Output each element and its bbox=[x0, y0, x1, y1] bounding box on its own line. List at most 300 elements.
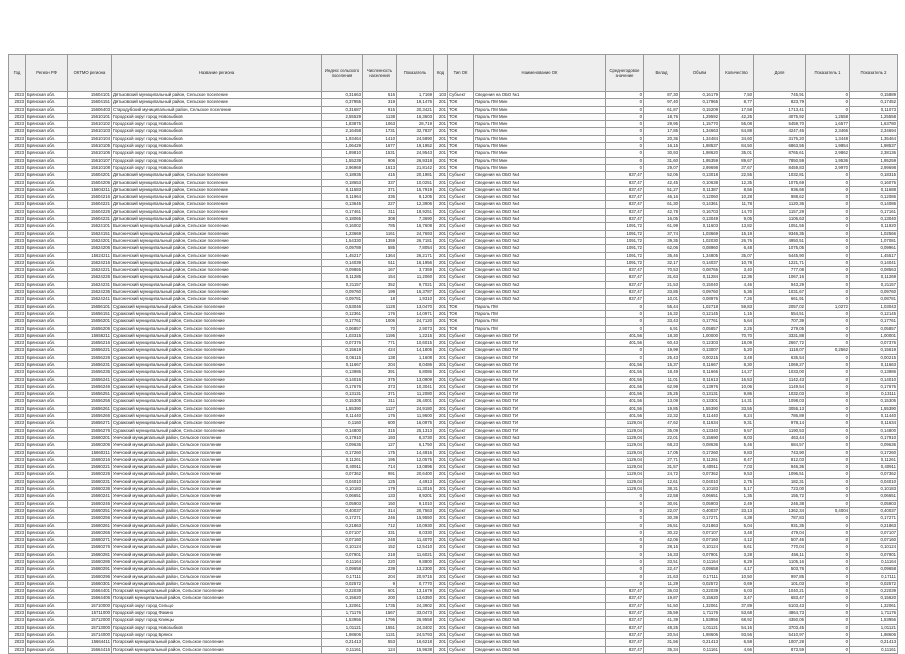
table-cell[interactable]: Субъект bbox=[448, 237, 474, 244]
table-cell[interactable]: 0 bbox=[806, 442, 850, 449]
table-cell[interactable]: 7,3690 bbox=[397, 216, 434, 223]
table-cell[interactable]: Субъект bbox=[448, 427, 474, 434]
table-cell[interactable]: 70,53 bbox=[644, 267, 680, 274]
table-cell[interactable]: 10,78 bbox=[720, 259, 754, 266]
table-cell[interactable]: Субъект bbox=[448, 551, 474, 558]
table-cell[interactable]: 1,71176 bbox=[322, 610, 363, 617]
table-cell[interactable]: Суражский муниципальный район, Сельское поселение bbox=[112, 369, 322, 376]
table-cell[interactable]: 0,17111 bbox=[680, 573, 720, 580]
table-cell[interactable]: 2023 bbox=[9, 398, 26, 405]
table-cell[interactable]: 15624226 bbox=[68, 274, 112, 281]
table-cell[interactable]: 201 bbox=[434, 216, 448, 223]
table-cell[interactable]: 15656221 bbox=[68, 347, 112, 354]
table-cell[interactable]: 0,18315 bbox=[850, 172, 898, 179]
table-cell[interactable]: 2023 bbox=[9, 259, 26, 266]
table-cell[interactable]: 0 bbox=[806, 610, 850, 617]
table-cell[interactable]: 15660281 bbox=[68, 551, 112, 558]
table-cell[interactable]: 6,61 bbox=[720, 544, 754, 551]
table-cell[interactable]: 15664406 bbox=[68, 595, 112, 602]
table-cell[interactable]: 70 bbox=[363, 325, 397, 332]
table-cell[interactable]: 0 bbox=[806, 289, 850, 296]
table-cell[interactable]: 3055,13 bbox=[754, 405, 806, 412]
table-cell[interactable]: 55,44 bbox=[644, 303, 680, 310]
table-cell[interactable]: 8,30 bbox=[720, 361, 754, 368]
table-cell[interactable]: 1063 bbox=[363, 121, 397, 128]
table-cell[interactable]: 0,09636 bbox=[850, 442, 898, 449]
table-cell[interactable]: Сведения на ОБО №1 bbox=[474, 92, 606, 99]
table-cell[interactable]: 227 bbox=[363, 201, 397, 208]
table-cell[interactable]: 15,37 bbox=[644, 361, 680, 368]
table-cell[interactable]: 786,89 bbox=[754, 413, 806, 420]
table-cell[interactable]: 5445,90 bbox=[754, 252, 806, 259]
table-cell[interactable]: Субъект bbox=[448, 595, 474, 602]
table-cell[interactable]: 5,04 bbox=[720, 522, 754, 529]
table-cell[interactable]: 25,1313 bbox=[397, 427, 434, 434]
table-cell[interactable]: 201 bbox=[434, 383, 448, 390]
table-cell[interactable]: 1,6577 bbox=[806, 121, 850, 128]
table-cell[interactable]: 4247,46 bbox=[754, 128, 806, 135]
table-cell[interactable]: 1118,07 bbox=[754, 347, 806, 354]
table-cell[interactable]: 26,51 bbox=[644, 522, 680, 529]
table-cell[interactable]: 0,17260 bbox=[322, 449, 363, 456]
table-cell[interactable]: 0,14010 bbox=[850, 376, 898, 383]
table-cell[interactable]: 201 bbox=[434, 478, 448, 485]
table-cell[interactable]: Субъект bbox=[448, 420, 474, 427]
table-cell[interactable]: 201 bbox=[434, 252, 448, 259]
table-cell[interactable]: 201 bbox=[434, 135, 448, 142]
table-cell[interactable]: 1,3448 bbox=[806, 135, 850, 142]
table-cell[interactable]: Субъект bbox=[448, 92, 474, 99]
table-cell[interactable]: 201 bbox=[434, 245, 448, 252]
table-cell[interactable]: 2023 bbox=[9, 303, 26, 310]
table-cell[interactable]: 0 bbox=[606, 303, 644, 310]
table-cell[interactable]: 2023 bbox=[9, 361, 26, 368]
table-cell[interactable]: 15660246 bbox=[68, 500, 112, 507]
table-cell[interactable]: 18,76 bbox=[644, 113, 680, 120]
table-cell[interactable]: 127 bbox=[363, 442, 397, 449]
table-cell[interactable]: Сведения на ОБО ТИ bbox=[474, 340, 606, 347]
table-cell[interactable]: 1129,04 bbox=[606, 420, 644, 427]
table-cell[interactable]: 1031,67 bbox=[754, 289, 806, 296]
table-cell[interactable]: 0 bbox=[806, 259, 850, 266]
table-cell[interactable]: 15660296 bbox=[68, 573, 112, 580]
table-cell[interactable]: 0 bbox=[806, 340, 850, 347]
table-cell[interactable]: Брянская обл. bbox=[26, 529, 68, 536]
table-cell[interactable]: 20,54 bbox=[644, 631, 680, 638]
table-cell[interactable]: 0,05857 bbox=[680, 325, 720, 332]
table-cell[interactable]: 15656251 bbox=[68, 391, 112, 398]
table-cell[interactable]: 2023 bbox=[9, 559, 26, 566]
table-cell[interactable]: Брянская обл. bbox=[26, 391, 68, 398]
table-cell[interactable]: 4,12 bbox=[720, 537, 754, 544]
table-cell[interactable]: 15610105 bbox=[68, 143, 112, 150]
table-cell[interactable]: 201 bbox=[434, 289, 448, 296]
table-cell[interactable]: 0 bbox=[806, 617, 850, 624]
table-cell[interactable]: 201 bbox=[434, 303, 448, 310]
table-cell[interactable]: 837,47 bbox=[606, 201, 644, 208]
table-cell[interactable]: 0 bbox=[606, 164, 644, 171]
table-cell[interactable]: 0 bbox=[806, 267, 850, 274]
table-cell[interactable]: Брянская обл. bbox=[26, 493, 68, 500]
table-cell[interactable]: 2023 bbox=[9, 143, 26, 150]
table-cell[interactable]: 39,35 bbox=[644, 237, 680, 244]
table-cell[interactable]: 18,09 bbox=[720, 340, 754, 347]
table-cell[interactable]: Субъект bbox=[448, 274, 474, 281]
table-cell[interactable]: Субъект bbox=[448, 559, 474, 566]
table-cell[interactable]: 1120,36 bbox=[754, 201, 806, 208]
table-cell[interactable]: Унечский муниципальный район, Сельское поселение bbox=[112, 486, 322, 493]
table-cell[interactable]: Сведения на ОБО №3 bbox=[474, 522, 606, 529]
table-cell[interactable]: 0 bbox=[806, 588, 850, 595]
table-cell[interactable]: 61,99 bbox=[644, 223, 680, 230]
table-cell[interactable]: 0 bbox=[806, 391, 850, 398]
table-cell[interactable]: 0 bbox=[806, 201, 850, 208]
table-cell[interactable]: 1567 bbox=[363, 610, 397, 617]
table-cell[interactable]: 2023 bbox=[9, 391, 26, 398]
table-cell[interactable]: 0,07107 bbox=[680, 529, 720, 536]
table-cell[interactable]: Пароль ПМ bbox=[474, 310, 606, 317]
table-cell[interactable]: 2023 bbox=[9, 267, 26, 274]
table-cell[interactable]: 0,21863 bbox=[850, 522, 898, 529]
table-cell[interactable]: 15664401 bbox=[68, 588, 112, 595]
table-cell[interactable]: 15660231 bbox=[68, 478, 112, 485]
table-cell[interactable]: Брянская обл. bbox=[26, 537, 68, 544]
table-cell[interactable]: 201 bbox=[434, 500, 448, 507]
table-cell[interactable]: Брянская обл. bbox=[26, 157, 68, 164]
table-cell[interactable]: 0,10638 bbox=[680, 179, 720, 186]
table-cell[interactable]: 2,55529 bbox=[322, 113, 363, 120]
table-cell[interactable]: 0 bbox=[606, 354, 644, 361]
table-cell[interactable]: Брянская обл. bbox=[26, 602, 68, 609]
table-cell[interactable]: Брянская обл. bbox=[26, 471, 68, 478]
table-cell[interactable]: 201 bbox=[434, 179, 448, 186]
table-cell[interactable]: 1051,55 bbox=[754, 223, 806, 230]
table-cell[interactable]: Брянская обл. bbox=[26, 310, 68, 317]
table-cell[interactable]: 47,62 bbox=[644, 420, 680, 427]
table-cell[interactable]: 0,05857 bbox=[850, 325, 898, 332]
table-cell[interactable]: 1,95359 bbox=[680, 157, 720, 164]
table-cell[interactable]: 53,68 bbox=[720, 610, 754, 617]
table-cell[interactable]: 2,34694 bbox=[850, 128, 898, 135]
table-cell[interactable]: 2,25 bbox=[720, 325, 754, 332]
table-cell[interactable]: Субъект bbox=[448, 201, 474, 208]
table-cell[interactable]: 2023 bbox=[9, 529, 26, 536]
table-cell[interactable]: Брянская обл. bbox=[26, 361, 68, 368]
table-cell[interactable]: Брянская обл. bbox=[26, 507, 68, 514]
table-cell[interactable]: Стародубский муниципальный район, Сельское поселение bbox=[112, 106, 322, 113]
table-cell[interactable]: 0 bbox=[806, 602, 850, 609]
table-cell[interactable]: 0,11603 bbox=[680, 223, 720, 230]
table-cell[interactable]: 5,17 bbox=[720, 486, 754, 493]
table-cell[interactable]: 0,08563 bbox=[850, 267, 898, 274]
table-cell[interactable]: 2023 bbox=[9, 223, 26, 230]
table-cell[interactable]: 1,1608 bbox=[397, 354, 434, 361]
table-cell[interactable]: Субъект bbox=[448, 639, 474, 646]
table-cell[interactable]: 0,07901 bbox=[850, 551, 898, 558]
table-cell[interactable]: 0,11164 bbox=[680, 559, 720, 566]
table-cell[interactable]: 60,43 bbox=[644, 340, 680, 347]
table-cell[interactable]: 6863,55 bbox=[754, 143, 806, 150]
table-cell[interactable]: Сведения на ОБО ТИ bbox=[474, 413, 606, 420]
table-cell[interactable]: 0,15889 bbox=[850, 92, 898, 99]
table-cell[interactable]: 401,56 bbox=[606, 383, 644, 390]
table-cell[interactable]: 15606403 bbox=[68, 106, 112, 113]
table-cell[interactable]: 8,03 bbox=[720, 434, 754, 441]
table-cell[interactable]: 1,32061 bbox=[322, 602, 363, 609]
table-cell[interactable]: 401,56 bbox=[606, 361, 644, 368]
table-cell[interactable]: 0,15620 bbox=[322, 595, 363, 602]
table-cell[interactable]: 507,46 bbox=[754, 537, 806, 544]
table-cell[interactable]: Сведения на ОБО ТИ bbox=[474, 354, 606, 361]
table-cell[interactable]: 1091,72 bbox=[606, 237, 644, 244]
table-cell[interactable]: 1364 bbox=[363, 252, 397, 259]
table-cell[interactable]: 311 bbox=[363, 208, 397, 215]
table-cell[interactable]: Сведения на ОБО №4 bbox=[474, 186, 606, 193]
table-cell[interactable]: 3,40 bbox=[720, 267, 754, 274]
table-cell[interactable]: 1032,81 bbox=[754, 172, 806, 179]
table-cell[interactable]: Субъект bbox=[448, 354, 474, 361]
table-cell[interactable]: Брянская обл. bbox=[26, 237, 68, 244]
table-cell[interactable]: 0,13131 bbox=[322, 391, 363, 398]
table-cell[interactable]: 0,07160 bbox=[680, 537, 720, 544]
table-cell[interactable]: 31,60 bbox=[644, 157, 680, 164]
table-cell[interactable]: 30,39 bbox=[644, 515, 680, 522]
table-cell[interactable]: 201 bbox=[434, 128, 448, 135]
table-cell[interactable]: 0,07362 bbox=[322, 471, 363, 478]
table-cell[interactable]: Брянская обл. bbox=[26, 573, 68, 580]
table-cell[interactable]: 15656226 bbox=[68, 354, 112, 361]
table-cell[interactable]: 15656266 bbox=[68, 413, 112, 420]
table-cell[interactable]: 2023 bbox=[9, 631, 26, 638]
table-cell[interactable]: 2,9073 bbox=[397, 325, 434, 332]
table-cell[interactable]: 36,03 bbox=[644, 588, 680, 595]
table-cell[interactable]: 0,18065 bbox=[322, 216, 363, 223]
table-cell[interactable]: 201 bbox=[434, 559, 448, 566]
table-cell[interactable]: 0,17761 bbox=[680, 318, 720, 325]
table-cell[interactable]: 0 bbox=[806, 179, 850, 186]
table-cell[interactable]: Выгоничский муниципальный район, Сельское поселение bbox=[112, 259, 322, 266]
table-cell[interactable]: 15660201 bbox=[68, 434, 112, 441]
table-cell[interactable]: Субъект bbox=[448, 405, 474, 412]
table-cell[interactable]: 0,13986 bbox=[850, 369, 898, 376]
table-cell[interactable]: Субъект bbox=[448, 383, 474, 390]
table-cell[interactable]: 182,31 bbox=[754, 478, 806, 485]
table-cell[interactable]: 0 bbox=[806, 99, 850, 106]
table-cell[interactable]: 1,02566 bbox=[850, 230, 898, 237]
table-cell[interactable]: 0,17271 bbox=[680, 515, 720, 522]
table-cell[interactable]: Брянская обл. bbox=[26, 588, 68, 595]
table-cell[interactable]: Субъект bbox=[448, 252, 474, 259]
table-cell[interactable]: 201 bbox=[434, 456, 448, 463]
table-cell[interactable]: 837,47 bbox=[606, 289, 644, 296]
table-cell[interactable]: Субъект bbox=[448, 544, 474, 551]
table-cell[interactable]: Субъект bbox=[448, 296, 474, 303]
table-cell[interactable]: 837,47 bbox=[606, 296, 644, 303]
table-cell[interactable]: 10,50 bbox=[720, 573, 754, 580]
table-cell[interactable]: Субъект bbox=[448, 194, 474, 201]
table-cell[interactable]: 9,7021 bbox=[397, 281, 434, 288]
table-cell[interactable]: 0,40037 bbox=[322, 507, 363, 514]
table-cell[interactable]: 0 bbox=[806, 106, 850, 113]
table-cell[interactable]: 0 bbox=[606, 500, 644, 507]
table-cell[interactable]: 1129,04 bbox=[606, 434, 644, 441]
table-cell[interactable]: Дятьковский муниципальный район, Сельское поселение bbox=[112, 208, 322, 215]
table-cell[interactable]: 2023 bbox=[9, 318, 26, 325]
table-cell[interactable]: 42,06 bbox=[644, 537, 680, 544]
table-cell[interactable]: 837,47 bbox=[606, 216, 644, 223]
table-cell[interactable]: 35,09 bbox=[644, 427, 680, 434]
table-cell[interactable]: 0,07901 bbox=[680, 551, 720, 558]
table-cell[interactable]: Субъект bbox=[448, 391, 474, 398]
table-cell[interactable]: Погарский муниципальный район, Сельское поселение bbox=[112, 595, 322, 602]
table-cell[interactable]: 553 bbox=[363, 639, 397, 646]
table-cell[interactable]: Сведения на ОБО №2 bbox=[474, 223, 606, 230]
table-cell[interactable]: 0,13111 bbox=[850, 391, 898, 398]
table-cell[interactable]: ТОК bbox=[448, 121, 474, 128]
table-cell[interactable]: Сведения на ОБО №2 bbox=[474, 230, 606, 237]
table-cell[interactable]: Брянская обл. bbox=[26, 398, 68, 405]
table-cell[interactable]: 0,17761 bbox=[322, 318, 363, 325]
table-cell[interactable]: 0 bbox=[606, 544, 644, 551]
table-cell[interactable]: 0 bbox=[806, 515, 850, 522]
table-cell[interactable]: 1,9536 bbox=[806, 157, 850, 164]
table-cell[interactable]: 201 bbox=[434, 464, 448, 471]
table-cell[interactable]: 2023 bbox=[9, 639, 26, 646]
table-cell[interactable]: 0,15305 bbox=[850, 398, 898, 405]
table-cell[interactable]: 5,20 bbox=[720, 347, 754, 354]
table-cell[interactable]: 1,0272 bbox=[806, 303, 850, 310]
table-cell[interactable]: 195 bbox=[363, 456, 397, 463]
table-cell[interactable]: Суражский муниципальный район, Сельское поселение bbox=[112, 427, 322, 434]
table-cell[interactable]: Сведения на ОБО №3 bbox=[474, 515, 606, 522]
table-cell[interactable]: Субъект bbox=[448, 449, 474, 456]
table-cell[interactable]: Сведения на ОБО №3 bbox=[474, 507, 606, 514]
table-cell[interactable]: 201 bbox=[434, 157, 448, 164]
table-cell[interactable]: 401,56 bbox=[606, 369, 644, 376]
table-cell[interactable]: 9,05 bbox=[720, 216, 754, 223]
table-cell[interactable]: 1006 bbox=[363, 318, 397, 325]
table-cell[interactable]: 13,6350 bbox=[397, 595, 434, 602]
table-cell[interactable]: 17,05 bbox=[644, 449, 680, 456]
table-cell[interactable]: 0 bbox=[606, 128, 644, 135]
table-cell[interactable]: 24,72 bbox=[644, 471, 680, 478]
table-cell[interactable]: 0,08960 bbox=[680, 245, 720, 252]
table-cell[interactable]: 0,17260 bbox=[680, 449, 720, 456]
table-cell[interactable]: Сведения на ОБО №2 bbox=[474, 237, 606, 244]
table-cell[interactable]: 0 bbox=[806, 223, 850, 230]
table-cell[interactable]: 635,54 bbox=[754, 354, 806, 361]
table-cell[interactable]: 0,21863 bbox=[680, 522, 720, 529]
table-cell[interactable]: Сведения на ОБО №2 bbox=[474, 245, 606, 252]
table-cell[interactable]: 315 bbox=[363, 427, 397, 434]
table-cell[interactable]: ТОК bbox=[448, 325, 474, 332]
table-cell[interactable]: 13,82 bbox=[720, 223, 754, 230]
table-cell[interactable]: 2023 bbox=[9, 310, 26, 317]
table-cell[interactable]: 308 bbox=[363, 216, 397, 223]
table-cell[interactable]: 61,87 bbox=[644, 106, 680, 113]
table-cell[interactable]: 9,1010 bbox=[397, 500, 434, 507]
table-cell[interactable]: Сведения на ОБО №3 bbox=[474, 486, 606, 493]
table-cell[interactable]: Брянская обл. bbox=[26, 121, 68, 128]
table-cell[interactable]: 201 bbox=[434, 398, 448, 405]
table-cell[interactable]: 0 bbox=[806, 281, 850, 288]
column-header[interactable]: Индекс сельского поселения bbox=[322, 55, 363, 92]
table-cell[interactable]: 204 bbox=[363, 361, 397, 368]
table-cell[interactable]: 2023 bbox=[9, 449, 26, 456]
table-cell[interactable]: 35,01 bbox=[720, 150, 754, 157]
table-cell[interactable]: 201 bbox=[434, 449, 448, 456]
table-cell[interactable]: 0,11688 bbox=[850, 186, 898, 193]
table-cell[interactable]: 0,21157 bbox=[322, 281, 363, 288]
table-cell[interactable]: 2023 bbox=[9, 522, 26, 529]
table-cell[interactable]: 201 bbox=[434, 186, 448, 193]
table-cell[interactable]: Сведения на ОБО №4 bbox=[474, 172, 606, 179]
table-cell[interactable]: Субъект bbox=[448, 617, 474, 624]
table-cell[interactable]: 10,3041 bbox=[397, 383, 434, 390]
table-cell[interactable]: 33,13 bbox=[720, 507, 754, 514]
table-cell[interactable]: 103 bbox=[434, 92, 448, 99]
table-cell[interactable]: Субъект bbox=[448, 223, 474, 230]
table-cell[interactable]: 6,48 bbox=[720, 245, 754, 252]
table-cell[interactable]: 8,1205 bbox=[397, 194, 434, 201]
table-cell[interactable]: 0,13976 bbox=[680, 383, 720, 390]
table-cell[interactable]: 0 bbox=[806, 296, 850, 303]
table-cell[interactable]: 15660256 bbox=[68, 515, 112, 522]
table-cell[interactable]: Городской округ город Новозыбков bbox=[112, 624, 322, 631]
table-cell[interactable]: Субъект bbox=[448, 573, 474, 580]
table-cell[interactable]: 0,04010 bbox=[850, 478, 898, 485]
table-cell[interactable]: 0 bbox=[806, 194, 850, 201]
table-cell[interactable]: Суражский муниципальный район, Сельское поселение bbox=[112, 325, 322, 332]
table-cell[interactable]: 15660221 bbox=[68, 464, 112, 471]
table-cell[interactable]: Брянская обл. bbox=[26, 325, 68, 332]
table-cell[interactable]: Сведения на ОБО №2 bbox=[474, 267, 606, 274]
table-cell[interactable]: Сведения на ОБО №2 bbox=[474, 274, 606, 281]
table-cell[interactable]: 8,3730 bbox=[397, 434, 434, 441]
table-cell[interactable]: 2023 bbox=[9, 427, 26, 434]
table-cell[interactable]: Брянская обл. bbox=[26, 92, 68, 99]
table-cell[interactable]: Сведения на ОБО №3 bbox=[474, 529, 606, 536]
table-cell[interactable]: Субъект bbox=[448, 522, 474, 529]
table-cell[interactable]: Унечский муниципальный район, Сельское поселение bbox=[112, 529, 322, 536]
table-cell[interactable]: Выгоничский муниципальный район, Сельское поселение bbox=[112, 237, 322, 244]
table-cell[interactable]: 991 bbox=[363, 471, 397, 478]
table-cell[interactable]: Субъект bbox=[448, 369, 474, 376]
table-cell[interactable]: 837,47 bbox=[606, 617, 644, 624]
table-cell[interactable]: 4,46 bbox=[720, 281, 754, 288]
table-cell[interactable]: 0,11634 bbox=[680, 420, 720, 427]
table-cell[interactable]: 8,24 bbox=[720, 413, 754, 420]
table-cell[interactable]: 9346,35 bbox=[754, 230, 806, 237]
table-cell[interactable]: Брянская обл. bbox=[26, 259, 68, 266]
table-cell[interactable]: 8,56 bbox=[720, 186, 754, 193]
table-cell[interactable]: Брянская обл. bbox=[26, 289, 68, 296]
table-cell[interactable]: 14,0971 bbox=[397, 310, 434, 317]
table-cell[interactable]: 0,06651 bbox=[850, 493, 898, 500]
table-cell[interactable]: 1,34805 bbox=[680, 252, 720, 259]
table-cell[interactable]: 371 bbox=[363, 391, 397, 398]
table-cell[interactable]: 0,13131 bbox=[680, 391, 720, 398]
table-cell[interactable]: 19,1952 bbox=[397, 143, 434, 150]
table-cell[interactable]: 201 bbox=[434, 646, 448, 653]
table-cell[interactable]: 743,90 bbox=[754, 449, 806, 456]
table-cell[interactable]: 22,32 bbox=[644, 413, 680, 420]
table-cell[interactable]: 0,14041 bbox=[850, 259, 898, 266]
table-cell[interactable]: Брянская обл. bbox=[26, 515, 68, 522]
table-cell[interactable]: 30,22 bbox=[644, 529, 680, 536]
table-cell[interactable]: 201 bbox=[434, 172, 448, 179]
table-cell[interactable]: 0,31663 bbox=[322, 92, 363, 99]
